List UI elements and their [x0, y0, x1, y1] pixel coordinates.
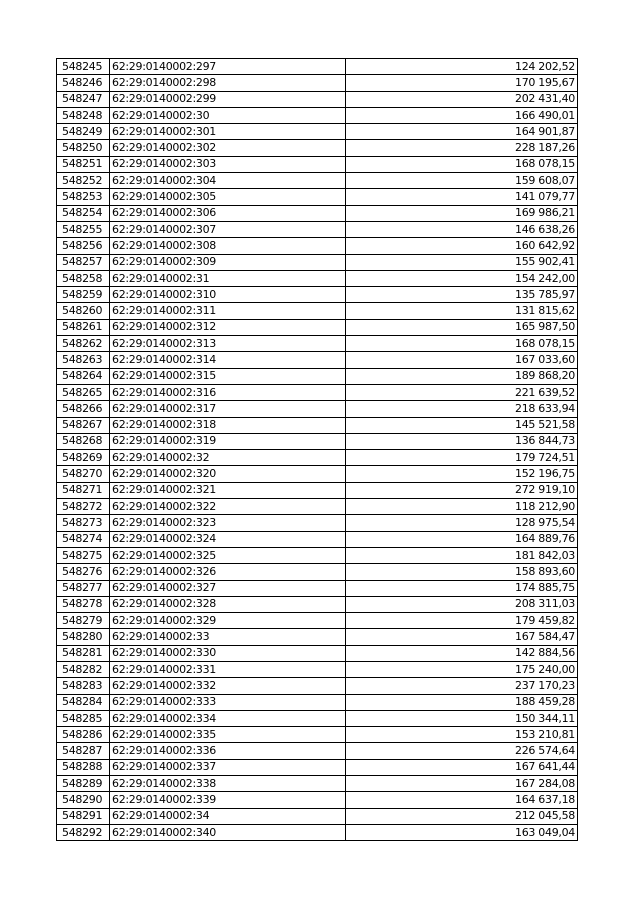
row-number-cell: 548265 — [57, 384, 110, 400]
table-row — [57, 433, 578, 449]
table-row — [57, 254, 578, 270]
row-number-cell: 548292 — [57, 824, 110, 840]
table-row — [57, 205, 578, 221]
row-number-cell: 548247 — [57, 91, 110, 107]
cadastral-value-cell: 167 641,44 — [346, 759, 578, 775]
row-number-cell: 548266 — [57, 401, 110, 417]
cadastral-number-cell: 62:29:0140002:328 — [110, 596, 346, 612]
row-number-cell: 548264 — [57, 368, 110, 384]
cadastral-value-cell: 167 284,08 — [346, 776, 578, 792]
cadastral-value-cell: 174 885,75 — [346, 580, 578, 596]
cadastral-value-cell: 221 639,52 — [346, 384, 578, 400]
table-row — [57, 727, 578, 743]
cadastral-value-cell: 164 637,18 — [346, 792, 578, 808]
cadastral-value-cell: 175 240,00 — [346, 661, 578, 677]
row-number-cell: 548248 — [57, 107, 110, 123]
cadastral-number-cell: 62:29:0140002:337 — [110, 759, 346, 775]
row-number-cell: 548262 — [57, 336, 110, 352]
table-row — [57, 515, 578, 531]
table-row — [57, 547, 578, 563]
row-number-cell: 548288 — [57, 759, 110, 775]
cadastral-value-cell: 168 078,15 — [346, 336, 578, 352]
row-number-cell: 548254 — [57, 205, 110, 221]
cadastral-value-cell: 179 459,82 — [346, 613, 578, 629]
table-row — [57, 564, 578, 580]
table-row — [57, 661, 578, 677]
cadastral-number-cell: 62:29:0140002:327 — [110, 580, 346, 596]
row-number-cell: 548289 — [57, 776, 110, 792]
table-row — [57, 645, 578, 661]
cadastral-number-cell: 62:29:0140002:305 — [110, 189, 346, 205]
cadastral-value-cell: 226 574,64 — [346, 743, 578, 759]
row-number-cell: 548282 — [57, 661, 110, 677]
cadastral-value-cell: 208 311,03 — [346, 596, 578, 612]
table-row — [57, 303, 578, 319]
row-number-cell: 548278 — [57, 596, 110, 612]
table-row — [57, 287, 578, 303]
row-number-cell: 548277 — [57, 580, 110, 596]
cadastral-number-cell: 62:29:0140002:325 — [110, 547, 346, 563]
row-number-cell: 548258 — [57, 270, 110, 286]
cadastral-number-cell: 62:29:0140002:316 — [110, 384, 346, 400]
table-row — [57, 613, 578, 629]
row-number-cell: 548284 — [57, 694, 110, 710]
cadastral-number-cell: 62:29:0140002:33 — [110, 629, 346, 645]
table-row — [57, 221, 578, 237]
cadastral-number-cell: 62:29:0140002:322 — [110, 499, 346, 515]
table-row — [57, 352, 578, 368]
cadastral-number-cell: 62:29:0140002:331 — [110, 661, 346, 677]
cadastral-value-cell: 228 187,26 — [346, 140, 578, 156]
cadastral-number-cell: 62:29:0140002:310 — [110, 287, 346, 303]
row-number-cell: 548249 — [57, 124, 110, 140]
row-number-cell: 548253 — [57, 189, 110, 205]
cadastral-value-cell: 131 815,62 — [346, 303, 578, 319]
cadastral-number-cell: 62:29:0140002:335 — [110, 727, 346, 743]
table-row — [57, 710, 578, 726]
cadastral-number-cell: 62:29:0140002:326 — [110, 564, 346, 580]
cadastral-value-cell: 135 785,97 — [346, 287, 578, 303]
cadastral-number-cell: 62:29:0140002:317 — [110, 401, 346, 417]
cadastral-value-cell: 167 033,60 — [346, 352, 578, 368]
cadastral-number-cell: 62:29:0140002:329 — [110, 613, 346, 629]
row-number-cell: 548263 — [57, 352, 110, 368]
cadastral-number-cell: 62:29:0140002:304 — [110, 173, 346, 189]
cadastral-number-cell: 62:29:0140002:330 — [110, 645, 346, 661]
cadastral-number-cell: 62:29:0140002:297 — [110, 59, 346, 75]
table-row — [57, 531, 578, 547]
row-number-cell: 548283 — [57, 678, 110, 694]
cadastral-number-cell: 62:29:0140002:298 — [110, 75, 346, 91]
cadastral-number-cell: 62:29:0140002:32 — [110, 450, 346, 466]
table-row — [57, 450, 578, 466]
cadastral-value-cell: 160 642,92 — [346, 238, 578, 254]
cadastral-value-cell: 169 986,21 — [346, 205, 578, 221]
table-row — [57, 173, 578, 189]
row-number-cell: 548270 — [57, 466, 110, 482]
table-row — [57, 336, 578, 352]
row-number-cell: 548250 — [57, 140, 110, 156]
table-row — [57, 401, 578, 417]
row-number-cell: 548290 — [57, 792, 110, 808]
cadastral-value-cell: 181 842,03 — [346, 547, 578, 563]
cadastral-number-cell: 62:29:0140002:340 — [110, 824, 346, 840]
table-row — [57, 776, 578, 792]
row-number-cell: 548280 — [57, 629, 110, 645]
cadastral-value-cell: 188 459,28 — [346, 694, 578, 710]
cadastral-number-cell: 62:29:0140002:312 — [110, 319, 346, 335]
table-row — [57, 596, 578, 612]
row-number-cell: 548271 — [57, 482, 110, 498]
cadastral-number-cell: 62:29:0140002:320 — [110, 466, 346, 482]
table-row — [57, 124, 578, 140]
cadastral-number-cell: 62:29:0140002:319 — [110, 433, 346, 449]
cadastral-number-cell: 62:29:0140002:313 — [110, 336, 346, 352]
table-row — [57, 319, 578, 335]
row-number-cell: 548251 — [57, 156, 110, 172]
cadastral-value-cell: 170 195,67 — [346, 75, 578, 91]
cadastral-value-cell: 212 045,58 — [346, 808, 578, 824]
cadastral-number-cell: 62:29:0140002:336 — [110, 743, 346, 759]
cadastral-value-table — [56, 58, 578, 841]
cadastral-value-cell: 179 724,51 — [346, 450, 578, 466]
row-number-cell: 548252 — [57, 173, 110, 189]
cadastral-number-cell: 62:29:0140002:299 — [110, 91, 346, 107]
cadastral-number-cell: 62:29:0140002:332 — [110, 678, 346, 694]
table-row — [57, 482, 578, 498]
cadastral-value-cell: 166 490,01 — [346, 107, 578, 123]
table-row — [57, 189, 578, 205]
row-number-cell: 548257 — [57, 254, 110, 270]
table-body — [57, 59, 578, 841]
row-number-cell: 548285 — [57, 710, 110, 726]
row-number-cell: 548268 — [57, 433, 110, 449]
cadastral-number-cell: 62:29:0140002:301 — [110, 124, 346, 140]
cadastral-value-cell: 159 608,07 — [346, 173, 578, 189]
row-number-cell: 548260 — [57, 303, 110, 319]
cadastral-value-cell: 168 078,15 — [346, 156, 578, 172]
table-row — [57, 499, 578, 515]
row-number-cell: 548273 — [57, 515, 110, 531]
row-number-cell: 548255 — [57, 221, 110, 237]
row-number-cell: 548259 — [57, 287, 110, 303]
cadastral-value-cell: 158 893,60 — [346, 564, 578, 580]
cadastral-value-cell: 167 584,47 — [346, 629, 578, 645]
cadastral-value-cell: 142 884,56 — [346, 645, 578, 661]
cadastral-number-cell: 62:29:0140002:30 — [110, 107, 346, 123]
cadastral-number-cell: 62:29:0140002:323 — [110, 515, 346, 531]
row-number-cell: 548276 — [57, 564, 110, 580]
table-row — [57, 75, 578, 91]
table-row — [57, 270, 578, 286]
cadastral-number-cell: 62:29:0140002:339 — [110, 792, 346, 808]
row-number-cell: 548256 — [57, 238, 110, 254]
cadastral-value-cell: 136 844,73 — [346, 433, 578, 449]
cadastral-value-cell: 141 079,77 — [346, 189, 578, 205]
cadastral-number-cell: 62:29:0140002:338 — [110, 776, 346, 792]
table-row — [57, 156, 578, 172]
table-row — [57, 59, 578, 75]
row-number-cell: 548267 — [57, 417, 110, 433]
cadastral-number-cell: 62:29:0140002:306 — [110, 205, 346, 221]
table-row — [57, 580, 578, 596]
row-number-cell: 548279 — [57, 613, 110, 629]
row-number-cell: 548245 — [57, 59, 110, 75]
table-row — [57, 384, 578, 400]
table-row — [57, 792, 578, 808]
cadastral-value-cell: 272 919,10 — [346, 482, 578, 498]
row-number-cell: 548281 — [57, 645, 110, 661]
row-number-cell: 548291 — [57, 808, 110, 824]
table-row — [57, 91, 578, 107]
cadastral-number-cell: 62:29:0140002:318 — [110, 417, 346, 433]
row-number-cell: 548287 — [57, 743, 110, 759]
cadastral-value-cell: 145 521,58 — [346, 417, 578, 433]
cadastral-number-cell: 62:29:0140002:314 — [110, 352, 346, 368]
cadastral-value-cell: 150 344,11 — [346, 710, 578, 726]
row-number-cell: 548274 — [57, 531, 110, 547]
table-row — [57, 678, 578, 694]
cadastral-value-cell: 152 196,75 — [346, 466, 578, 482]
table-row — [57, 417, 578, 433]
table-row — [57, 759, 578, 775]
table-row — [57, 694, 578, 710]
cadastral-number-cell: 62:29:0140002:307 — [110, 221, 346, 237]
row-number-cell: 548269 — [57, 450, 110, 466]
cadastral-value-cell: 218 633,94 — [346, 401, 578, 417]
cadastral-number-cell: 62:29:0140002:308 — [110, 238, 346, 254]
cadastral-number-cell: 62:29:0140002:34 — [110, 808, 346, 824]
cadastral-value-cell: 163 049,04 — [346, 824, 578, 840]
cadastral-value-cell: 202 431,40 — [346, 91, 578, 107]
cadastral-number-cell: 62:29:0140002:302 — [110, 140, 346, 156]
table-row — [57, 107, 578, 123]
cadastral-value-cell: 237 170,23 — [346, 678, 578, 694]
cadastral-value-cell: 154 242,00 — [346, 270, 578, 286]
cadastral-value-cell: 164 901,87 — [346, 124, 578, 140]
cadastral-number-cell: 62:29:0140002:309 — [110, 254, 346, 270]
row-number-cell: 548261 — [57, 319, 110, 335]
cadastral-value-cell: 118 212,90 — [346, 499, 578, 515]
cadastral-value-cell: 155 902,41 — [346, 254, 578, 270]
cadastral-value-cell: 189 868,20 — [346, 368, 578, 384]
cadastral-value-cell: 153 210,81 — [346, 727, 578, 743]
table-row — [57, 743, 578, 759]
cadastral-value-cell: 124 202,52 — [346, 59, 578, 75]
cadastral-number-cell: 62:29:0140002:311 — [110, 303, 346, 319]
cadastral-number-cell: 62:29:0140002:303 — [110, 156, 346, 172]
table-row — [57, 824, 578, 840]
cadastral-number-cell: 62:29:0140002:324 — [110, 531, 346, 547]
table-row — [57, 368, 578, 384]
cadastral-value-cell: 128 975,54 — [346, 515, 578, 531]
table-row — [57, 629, 578, 645]
row-number-cell: 548246 — [57, 75, 110, 91]
cadastral-number-cell: 62:29:0140002:315 — [110, 368, 346, 384]
row-number-cell: 548272 — [57, 499, 110, 515]
table-row — [57, 238, 578, 254]
row-number-cell: 548286 — [57, 727, 110, 743]
cadastral-number-cell: 62:29:0140002:333 — [110, 694, 346, 710]
cadastral-number-cell: 62:29:0140002:321 — [110, 482, 346, 498]
row-number-cell: 548275 — [57, 547, 110, 563]
table-row — [57, 466, 578, 482]
cadastral-number-cell: 62:29:0140002:31 — [110, 270, 346, 286]
table-row — [57, 808, 578, 824]
cadastral-value-cell: 164 889,76 — [346, 531, 578, 547]
table-row — [57, 140, 578, 156]
cadastral-value-cell: 146 638,26 — [346, 221, 578, 237]
cadastral-value-cell: 165 987,50 — [346, 319, 578, 335]
cadastral-number-cell: 62:29:0140002:334 — [110, 710, 346, 726]
